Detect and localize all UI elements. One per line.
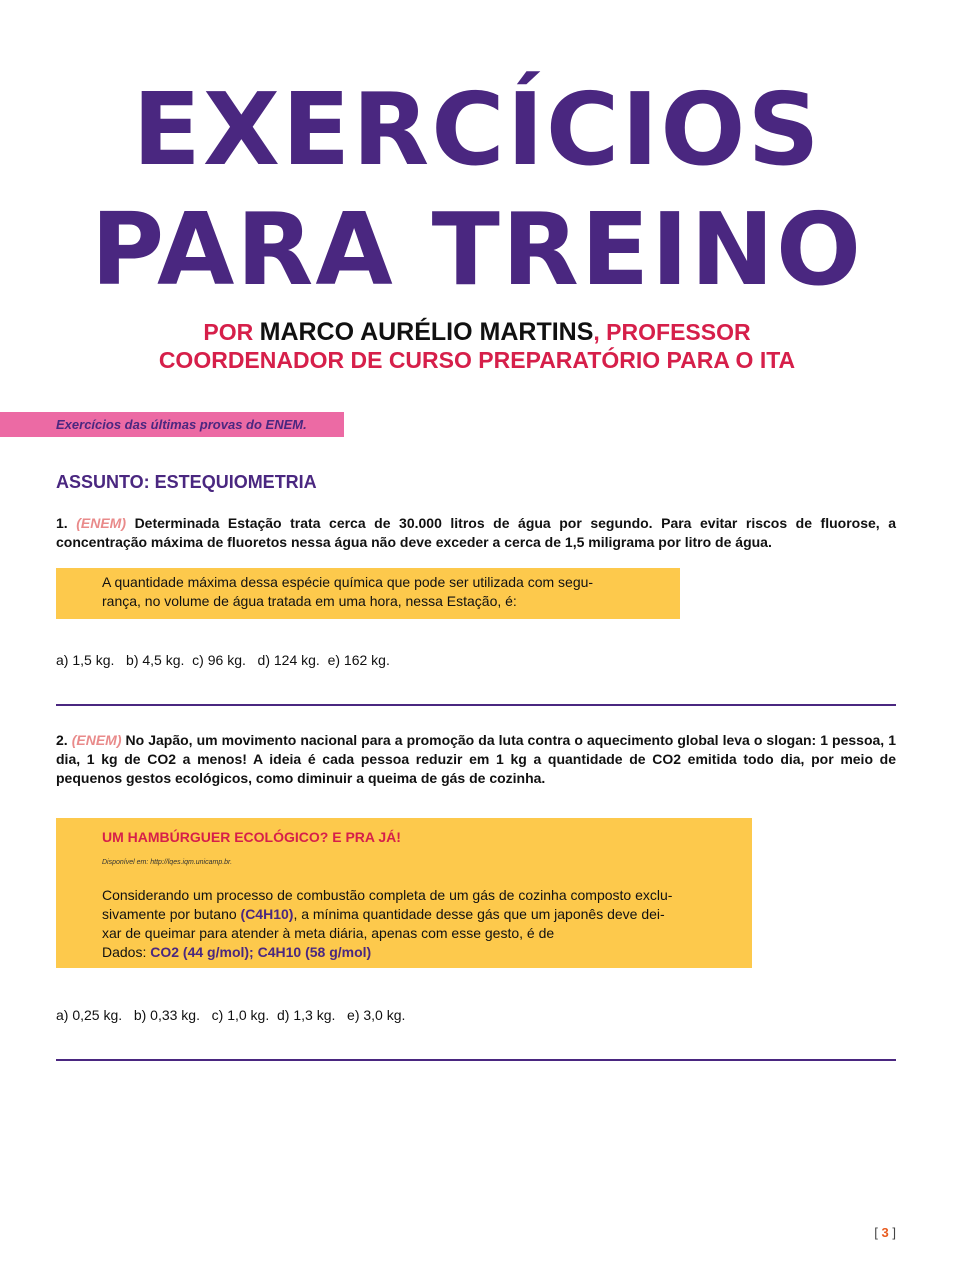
question-number: 2.	[56, 732, 68, 748]
question-text: Determinada Estação trata cerca de 30.000 litros de água por segundo. Para evitar riscos de fluorose, a concentração máxima de fluoretos nessa água não deve exceder a cerca de 1,5 miligrama por litro de água.	[56, 515, 897, 550]
box-source: Disponível em: http://lqes.iqm.unicamp.br.	[102, 859, 233, 866]
box-text-line: xar de queimar para atender à meta diária, apenas com esse gesto, é de	[102, 925, 555, 941]
box-text-line: Considerando um processo de combustão completa de um gás de cozinha composto exclu-	[102, 887, 673, 903]
box-text: , a mínima quantidade desse gás que um japonês deve dei-	[293, 906, 665, 922]
author-byline	[0, 318, 954, 347]
section-tag: Exercícios das últimas provas do ENEM.	[0, 412, 344, 437]
box-text: sivamente por butano	[102, 906, 241, 922]
page-number	[874, 1225, 896, 1240]
box-text-line: A quantidade máxima dessa espécie química que pode ser utilizada com segu-	[102, 574, 594, 590]
butane-formula: (C4H10)	[240, 906, 294, 922]
question-2-statement	[56, 731, 896, 788]
data-values: CO2 (44 g/mol); C4H10 (58 g/mol)	[150, 944, 372, 960]
question-2-options: a) 0,25 kg. b) 0,33 kg. c) 1,0 kg. d) 1,3 kg. e) 3,0 kg.	[56, 1007, 406, 1023]
bracket-close: ]	[888, 1225, 896, 1240]
author-name: MARCO AURÉLIO MARTINS	[259, 318, 594, 346]
question-source: (ENEM)	[76, 515, 127, 531]
box-text-line	[102, 905, 726, 924]
question-1-options: a) 1,5 kg. b) 4,5 kg. c) 96 kg. d) 124 kg. e) 162 kg.	[56, 652, 390, 668]
byline-prefix: POR	[203, 319, 260, 345]
question-text: No Japão, um movimento nacional para a promoção da luta contra o aquecimento global leva o slogan: 1 pessoa, 1 dia, 1 kg de CO2 a menos! A ideia é cada pessoa reduzir em 1 kg a quantidade de CO2 emitida todo dia, por meio de pequenos gestos ecológicos, como diminuir a queima de gás de cozinha.	[56, 732, 896, 786]
box-text-line: rança, no volume de água tratada em uma hora, nessa Estação, é:	[102, 593, 517, 609]
question-1-box	[56, 568, 680, 619]
box-title: UM HAMBÚRGUER ECOLÓGICO? E PRA JÁ!	[102, 829, 401, 845]
bracket-open: [	[874, 1225, 882, 1240]
page-title-line1: EXERCÍCIOS	[132, 71, 822, 188]
byline-suffix: , PROFESSOR	[593, 319, 751, 345]
author-role: COORDENADOR DE CURSO PREPARATÓRIO PARA O ITA	[158, 347, 796, 373]
divider	[56, 704, 896, 706]
subject-heading: ASSUNTO: ESTEQUIOMETRIA	[56, 472, 317, 492]
box-data-line	[102, 943, 726, 962]
page-title-line2: PARA TREINO	[90, 191, 864, 308]
data-label: Dados:	[102, 944, 151, 960]
divider	[56, 1059, 896, 1061]
question-number: 1.	[56, 515, 68, 531]
question-1-statement	[56, 514, 896, 552]
question-source: (ENEM)	[71, 732, 122, 748]
question-2-box	[56, 818, 752, 968]
page-number-value: 3	[881, 1225, 889, 1240]
